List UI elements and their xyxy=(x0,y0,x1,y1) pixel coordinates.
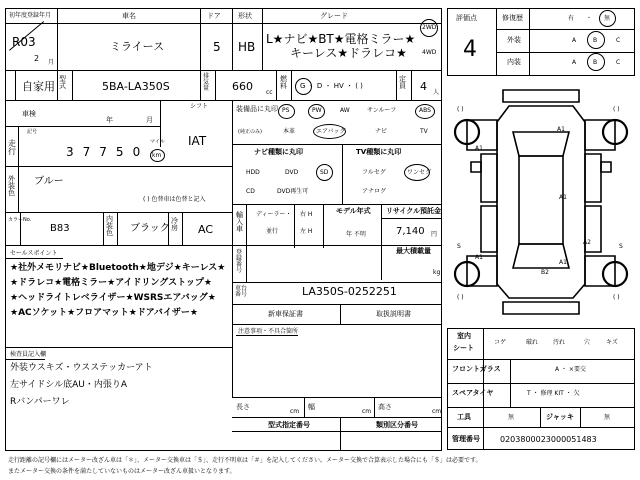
sales-point-2: ★ドラレコ★電格ミラー★アイドリングストップ★ xyxy=(10,278,212,288)
inspector-line-3: Rバンパーワレ xyxy=(10,397,70,407)
displacement: 660 xyxy=(232,80,253,93)
ext-grade-c: C xyxy=(616,37,621,44)
glass-value: A ・ ×要交 xyxy=(555,366,586,373)
mileage-digits: 37750 xyxy=(66,145,150,159)
ac-label: 冷房 xyxy=(171,217,178,232)
tv-one: ワンセグ xyxy=(407,169,432,176)
equip-leather: 本革 xyxy=(283,128,296,135)
recycle-label: リサイクル預託金 xyxy=(386,207,442,215)
grade-line-2: キーレス★ドラレコ★ xyxy=(290,46,407,60)
svg-text:S: S xyxy=(619,243,623,250)
tv-analog: アナログ xyxy=(362,188,387,195)
exterior-label: 外装色 xyxy=(8,175,15,197)
model-label: 型式 xyxy=(59,75,66,90)
drive-4wd: 4WD xyxy=(422,49,437,56)
seat-item-2: 破れ xyxy=(526,339,539,346)
diagram-label-a1-left: A1 xyxy=(475,145,483,152)
kg-unit: kg xyxy=(433,269,441,276)
inspector-line-2: 左サイドシル底AU・内張りA xyxy=(10,380,128,390)
diagram-label-a1-rear-right: A1 xyxy=(559,259,567,266)
notes-label: 注意事項・不具合箇所 xyxy=(238,328,299,335)
int-grade-a: A xyxy=(572,59,577,66)
inspector-line-1: 外装ウスキズ・ウスステッカーアト xyxy=(10,363,153,373)
name-label: 車名 xyxy=(122,12,136,20)
chassis-label: 車台番号 xyxy=(235,285,248,298)
import-dealer: ディーラー・ xyxy=(256,211,292,218)
drive-2wd: 2WD xyxy=(422,24,437,31)
tools-label: 工具 xyxy=(457,413,471,421)
use-type: 自家用 xyxy=(22,80,55,93)
glass-label: フロントガラス xyxy=(452,365,501,373)
import-right: 右 H xyxy=(300,211,313,218)
door-label: ドア xyxy=(207,12,221,20)
displacement-label: 排気量 xyxy=(203,73,210,92)
svg-text:( ): ( ) xyxy=(613,106,620,113)
sales-point-1: ★社外メモリナビ★Bluetooth★地デジ★キーレス★ xyxy=(10,263,226,273)
model-year-label: モデル年式 xyxy=(336,207,371,215)
interior-grade-label: 内装 xyxy=(507,58,521,66)
height-label: 高さ xyxy=(378,403,392,411)
jack-label: ジャッキ xyxy=(546,413,574,421)
reg-month: 2 xyxy=(34,54,40,63)
manual-label: 取扱説明書 xyxy=(376,310,411,318)
navi-dvd-play: DVD再生可 xyxy=(277,188,309,195)
int-grade-c: C xyxy=(616,59,621,66)
model: 5BA-LA350S xyxy=(102,80,170,93)
shape-label: 形状 xyxy=(238,12,252,20)
import-left: 左 H xyxy=(300,228,313,235)
mileage-symbol-label: 記号 xyxy=(27,129,38,135)
navi-cd: CD xyxy=(246,188,255,195)
cc-unit: cc xyxy=(266,89,273,96)
fuel-options: G ・ D ・ HV ・ ( ) xyxy=(300,82,363,90)
persons-unit: 人 xyxy=(433,89,440,96)
fuel-label: 燃料 xyxy=(280,75,287,90)
model-year: 年 不明 xyxy=(346,231,366,238)
reg-year: R03 xyxy=(12,35,36,49)
class-no-label: 類別区分番号 xyxy=(376,421,418,429)
reg-year-label: 初年度登録年月 xyxy=(9,12,52,19)
car-name: ミライース xyxy=(110,40,165,53)
mgmt-value: 0203800023000051483 xyxy=(500,435,597,444)
footnote-line-1: 走行距離の記号欄にはメーター改ざん車は「＊」、メーター交換車は「＄」、走行不明車は「＃」を記入してください。メーター交換で合算表示した場合にも「＄」は必要です。 xyxy=(8,457,482,464)
svg-text:( ): ( ) xyxy=(613,294,620,301)
repair-label: 修復歴 xyxy=(502,14,523,22)
ext-grade-a: A xyxy=(572,37,577,44)
exterior-grade-label: 外装 xyxy=(507,36,521,44)
spare-label: スペアタイヤ xyxy=(452,389,494,397)
warranty-label: 新車保証書 xyxy=(268,310,303,318)
type-no-label: 型式指定番号 xyxy=(268,421,310,429)
equip-sunroof: サンルーフ xyxy=(367,107,397,114)
navi-label: ナビ種類に丸印 xyxy=(254,148,303,156)
svg-text:S: S xyxy=(457,243,461,250)
jack-value: 無 xyxy=(604,414,611,421)
inspection-label: 車検 xyxy=(22,110,36,118)
equip-abs: ABS xyxy=(419,107,431,114)
diagram-label-b2: B2 xyxy=(541,269,549,276)
width-cm: cm xyxy=(362,408,372,415)
seat-item-4: 穴 xyxy=(584,339,591,346)
svg-text:( ): ( ) xyxy=(457,106,464,113)
diagram-label-a1-rear: A1 xyxy=(475,254,483,261)
seat-label-1: 室内 xyxy=(457,332,471,340)
shape: HB xyxy=(238,40,256,54)
inspection-month: 月 xyxy=(146,116,153,124)
color-note: ( ) 色替車は色替と記入 xyxy=(143,196,206,203)
color-no: B83 xyxy=(50,223,70,234)
color-no-label: カラーNo. xyxy=(8,217,32,223)
diagram-label-a1-center: A1 xyxy=(559,194,567,201)
height-cm: cm xyxy=(432,408,442,415)
interior-color: ブラック xyxy=(130,223,170,234)
sales-point-3: ★ヘッドライトレベライザー★WSRSエアバッグ★ xyxy=(10,293,216,303)
int-grade-b: B xyxy=(593,59,598,66)
equipment-sub: (純正のみ) xyxy=(238,129,262,135)
tv-label: TV種類に丸印 xyxy=(356,148,402,156)
recycle-value: 7,140 xyxy=(396,226,425,237)
import-parallel: 並行 xyxy=(266,228,279,235)
seat-item-1: コゲ xyxy=(494,339,507,346)
diagram-label-a2: A2 xyxy=(583,239,591,246)
equipment-label: 装備品に丸印 xyxy=(236,105,278,113)
doors: 5 xyxy=(213,40,221,54)
svg-text:( ): ( ) xyxy=(457,294,464,301)
inspector-label: 検査員記入欄 xyxy=(10,351,47,358)
max-load-label: 最大積載量 xyxy=(396,247,431,255)
repair-yes: 有 xyxy=(568,15,575,22)
capacity: 4 xyxy=(420,80,427,93)
equip-airbag: エアバッグ xyxy=(316,128,346,135)
sales-point-4: ★ACソケット★フロアマット★ドアバイザー★ xyxy=(10,308,198,318)
width-label: 幅 xyxy=(308,403,315,411)
grade-line-1: L★ナビ★BT★電格ミラー★ xyxy=(266,32,416,46)
chassis-value: LA350S-0252251 xyxy=(302,285,397,298)
length-label: 長さ xyxy=(236,403,250,411)
equip-pw: PW xyxy=(312,107,322,114)
repair-dot: ・ xyxy=(586,15,593,22)
tools-value: 無 xyxy=(508,414,515,421)
score-label: 評価点 xyxy=(456,14,477,22)
seat-label-2: シート xyxy=(453,344,474,352)
seat-item-3: 汚れ xyxy=(553,339,566,346)
import-label: 輸入車 xyxy=(236,211,243,233)
seat-item-5: キズ xyxy=(606,339,618,346)
reg-no-label: 登録番号 xyxy=(236,249,243,274)
repair-no: 無 xyxy=(604,15,611,22)
navi-dvd: DVD xyxy=(285,169,299,176)
navi-sd: SD xyxy=(320,169,329,176)
mgmt-label: 管理番号 xyxy=(452,435,480,443)
car-damage-diagram xyxy=(447,84,635,324)
yen-unit: 円 xyxy=(431,231,438,238)
ext-grade-b: B xyxy=(593,37,598,44)
footnote-line-2: またメーター交換の条件を満たしていないものはメーター改ざん車扱いとなります。 xyxy=(8,468,236,475)
mile-unit: マイル xyxy=(150,139,165,145)
shift-label: シフト xyxy=(190,103,209,110)
exterior-color: ブルー xyxy=(34,176,64,187)
mileage-label: 走行 xyxy=(8,139,16,156)
shift: IAT xyxy=(188,134,207,148)
inspection-year: 年 xyxy=(106,116,113,124)
equip-aw: AW xyxy=(340,107,350,114)
interior-color-label: 内装色 xyxy=(106,215,113,237)
diagram-label-a1-front: A1 xyxy=(557,126,565,133)
length-cm: cm xyxy=(290,408,300,415)
grade-label: グレード xyxy=(320,12,348,20)
ac-value: AC xyxy=(198,223,214,236)
score-value: 4 xyxy=(463,37,477,62)
navi-hdd: HDD xyxy=(246,169,260,176)
capacity-label: 定員 xyxy=(399,75,406,90)
equip-ps: PS xyxy=(282,107,290,114)
tv-full: フルセグ xyxy=(362,169,386,176)
km-unit: km xyxy=(152,152,162,159)
equip-tv: TV xyxy=(420,128,428,135)
equip-navi: ナビ xyxy=(375,128,388,135)
spare-value: T ・ 修理 KIT ・ 欠 xyxy=(527,390,580,397)
month-unit: 月 xyxy=(48,59,55,66)
sales-points-label: セールスポイント xyxy=(10,250,58,257)
